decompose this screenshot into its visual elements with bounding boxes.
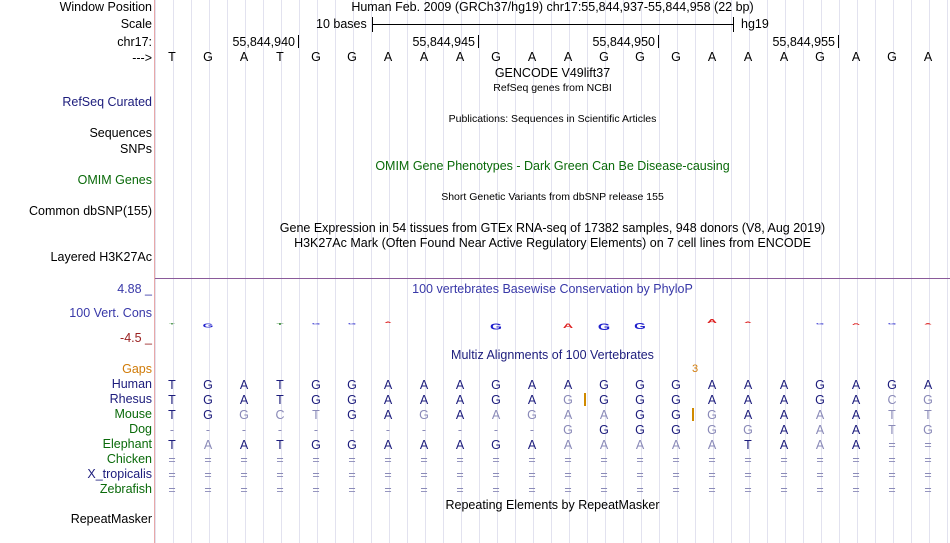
aligned-base: A (383, 408, 393, 422)
aligned-base: = (456, 468, 464, 482)
aligned-base: G (347, 378, 357, 392)
aligned-base: = (492, 453, 500, 467)
aligned-base: = (420, 453, 428, 467)
aligned-base: = (672, 483, 680, 497)
aligned-base: G (707, 408, 717, 422)
reference-base: G (491, 50, 501, 64)
reference-base: G (815, 50, 825, 64)
aligned-base: A (203, 438, 213, 452)
aligned-base: = (600, 483, 608, 497)
aligned-base: A (743, 393, 753, 407)
phylop-base-mark: G (597, 321, 611, 333)
aligned-base: G (635, 393, 645, 407)
aligned-base: = (168, 453, 176, 467)
aligned-base: - (313, 423, 319, 437)
aligned-base: = (600, 468, 608, 482)
aligned-base: = (888, 468, 896, 482)
coordinate-tick-mark (658, 35, 659, 48)
aligned-base: - (277, 423, 283, 437)
phylop-base-mark: A (562, 322, 574, 330)
aligned-base: T (168, 408, 176, 422)
aligned-base: = (816, 468, 824, 482)
aligned-base: G (887, 378, 897, 392)
aligned-base: = (924, 453, 932, 467)
scale-text: 10 bases (316, 17, 367, 31)
aligned-base: - (205, 423, 211, 437)
aligned-base: - (529, 423, 535, 437)
aligned-base: A (419, 378, 429, 392)
aligned-base: A (635, 438, 645, 452)
aligned-base: = (384, 453, 392, 467)
aligned-base: A (851, 423, 861, 437)
aligned-base: A (779, 423, 789, 437)
aligned-base: = (420, 468, 428, 482)
reference-base: A (455, 50, 465, 64)
gap-count: 3 (692, 363, 699, 375)
coordinate-tick-mark (478, 35, 479, 48)
aligned-base: = (204, 453, 212, 467)
aligned-base: A (599, 408, 609, 422)
aligned-base: = (816, 453, 824, 467)
aligned-base: G (203, 393, 213, 407)
aligned-base: A (851, 378, 861, 392)
aligned-base: = (276, 453, 284, 467)
phylop-base-mark: G (347, 322, 357, 326)
aligned-base: A (383, 438, 393, 452)
dbsnp-track-label[interactable]: Common dbSNP(155) (29, 204, 152, 218)
reference-base: G (599, 50, 609, 64)
aligned-base: - (385, 423, 391, 437)
omim-track-title: OMIM Gene Phenotypes - Dark Green Can Be Disease-causing (375, 159, 730, 173)
aligned-base: = (456, 453, 464, 467)
phylop-base-mark: G (202, 322, 214, 329)
aligned-base: = (888, 483, 896, 497)
aligned-base: T (276, 438, 284, 452)
phylop-base-mark: G (887, 322, 897, 326)
aligned-base: G (815, 378, 825, 392)
aligned-base: A (419, 393, 429, 407)
aligned-base: = (924, 483, 932, 497)
aligned-base: G (671, 393, 681, 407)
aligned-base: = (276, 468, 284, 482)
aligned-base: G (635, 408, 645, 422)
aligned-base: = (636, 483, 644, 497)
phylop-base-mark: A (851, 322, 861, 326)
aligned-base: G (311, 378, 321, 392)
aligned-base: A (527, 393, 537, 407)
species-label[interactable]: Human (111, 377, 152, 391)
aligned-base: = (168, 468, 176, 482)
aligned-base: A (779, 393, 789, 407)
aligned-base: = (888, 453, 896, 467)
chrom-label: chr17: (117, 35, 152, 49)
phylop-track-title: 100 vertebrates Basewise Conservation by PhyloP (412, 282, 693, 296)
aligned-base: T (924, 408, 932, 422)
aligned-base: G (923, 393, 933, 407)
aligned-base: = (456, 483, 464, 497)
repeatmasker-track-title: Repeating Elements by RepeatMasker (445, 498, 660, 512)
coordinate-tick-label: 55,844,955 (772, 35, 835, 49)
phylop-track-label[interactable]: 100 Vert. Cons (69, 306, 152, 320)
phylop-base-mark: G (490, 321, 502, 332)
aligned-base: = (348, 468, 356, 482)
aligned-base: A (779, 378, 789, 392)
aligned-base: G (491, 438, 501, 452)
gaps-label[interactable]: Gaps (122, 362, 152, 376)
aligned-base: - (421, 423, 427, 437)
phylop-conservation-plot (155, 296, 950, 344)
scale-bar-left-cap (372, 17, 373, 32)
reference-base: A (707, 50, 717, 64)
aligned-base: - (169, 423, 175, 437)
aligned-base: = (852, 453, 860, 467)
aligned-base: A (671, 438, 681, 452)
aligned-base: = (348, 483, 356, 497)
aligned-base: G (599, 378, 609, 392)
species-label[interactable]: Zebrafish (99, 482, 152, 496)
aligned-base: = (744, 453, 752, 467)
aligned-base: T (888, 408, 896, 422)
aligned-base: A (527, 438, 537, 452)
phylop-base-mark: G (815, 322, 825, 326)
reference-base: A (563, 50, 573, 64)
aligned-base: = (636, 453, 644, 467)
aligned-base: = (744, 468, 752, 482)
aligned-base: T (168, 438, 176, 452)
species-label[interactable]: X_tropicalis (87, 467, 152, 481)
reference-base: T (276, 50, 284, 64)
phylop-base-mark: A (384, 321, 392, 324)
aligned-base: T (168, 393, 176, 407)
aligned-base: A (239, 393, 249, 407)
aligned-base: = (240, 453, 248, 467)
aligned-base: G (239, 408, 249, 422)
aligned-base: = (492, 483, 500, 497)
phylop-base-mark: T (168, 322, 176, 326)
aligned-base: T (276, 393, 284, 407)
aligned-base: = (564, 453, 572, 467)
aligned-base: = (564, 483, 572, 497)
reference-base: G (671, 50, 681, 64)
aligned-base: = (924, 438, 932, 452)
aligned-base: A (707, 438, 717, 452)
reference-base: A (743, 50, 753, 64)
aligned-base: A (239, 378, 249, 392)
insertion-marker (584, 393, 586, 406)
phylop-base-mark: G (634, 321, 646, 331)
reference-base: A (383, 50, 393, 64)
aligned-base: A (815, 408, 825, 422)
aligned-base: = (276, 483, 284, 497)
aligned-base: A (707, 393, 717, 407)
aligned-base: T (744, 438, 752, 452)
coordinate-tick-mark (298, 35, 299, 48)
aligned-base: A (455, 378, 465, 392)
aligned-base: A (383, 393, 393, 407)
aligned-base: G (815, 393, 825, 407)
aligned-base: = (708, 483, 716, 497)
window-position-value: Human Feb. 2009 (GRCh37/hg19) chr17:55,844,937-55,844,958 (22 bp) (351, 0, 754, 14)
aligned-base: G (707, 423, 717, 437)
aligned-base: = (204, 468, 212, 482)
aligned-base: A (239, 438, 249, 452)
aligned-base: A (923, 378, 933, 392)
snps-track-label[interactable]: SNPs (120, 142, 152, 156)
aligned-base: = (708, 453, 716, 467)
aligned-base: = (744, 483, 752, 497)
aligned-base: G (311, 393, 321, 407)
gencode-track-title[interactable]: GENCODE V49lift37 (494, 66, 611, 80)
aligned-base: = (708, 468, 716, 482)
coordinate-tick-label: 55,844,940 (232, 35, 295, 49)
aligned-base: = (636, 468, 644, 482)
aligned-base: G (203, 378, 213, 392)
aligned-base: C (887, 393, 897, 407)
phylop-max-label: 4.88 _ (117, 282, 152, 296)
aligned-base: = (384, 483, 392, 497)
aligned-base: A (743, 378, 753, 392)
aligned-base: A (563, 378, 573, 392)
aligned-base: A (383, 378, 393, 392)
aligned-base: = (528, 453, 536, 467)
aligned-base: A (851, 438, 861, 452)
coordinate-tick-mark (838, 35, 839, 48)
aligned-base: A (707, 378, 717, 392)
refseq-track-subtitle: RefSeq genes from NCBI (493, 82, 612, 94)
aligned-base: G (311, 438, 321, 452)
aligned-base: G (419, 408, 429, 422)
aligned-base: - (241, 423, 247, 437)
aligned-base: A (455, 438, 465, 452)
aligned-base: = (240, 468, 248, 482)
publications-track-title: Publications: Sequences in Scientific Articles (448, 113, 657, 125)
aligned-base: = (852, 468, 860, 482)
aligned-base: T (168, 378, 176, 392)
aligned-base: = (600, 453, 608, 467)
aligned-base: A (743, 408, 753, 422)
reference-base: G (887, 50, 897, 64)
aligned-base: = (312, 483, 320, 497)
gtex-track-title: Gene Expression in 54 tissues from GTEx RNA-seq of 17382 samples, 948 donors (V8, Aug 2019) (279, 221, 826, 235)
aligned-base: A (563, 408, 573, 422)
phylop-base-mark: A (707, 318, 717, 325)
aligned-base: T (276, 378, 284, 392)
refseq-track-label[interactable]: RefSeq Curated (62, 95, 152, 109)
phylop-base-mark: A (924, 322, 932, 326)
aligned-base: = (852, 483, 860, 497)
aligned-base: G (203, 408, 213, 422)
aligned-base: A (779, 438, 789, 452)
aligned-base: = (420, 483, 428, 497)
aligned-base: = (348, 453, 356, 467)
aligned-base: G (635, 423, 645, 437)
reference-base: A (923, 50, 933, 64)
aligned-base: A (779, 408, 789, 422)
aligned-base: = (888, 438, 896, 452)
aligned-base: = (780, 468, 788, 482)
reference-base: A (851, 50, 861, 64)
phylop-min-label: -4.5 _ (120, 331, 152, 345)
strand-label: ---> (132, 51, 152, 65)
aligned-base: A (419, 438, 429, 452)
aligned-base: A (491, 408, 501, 422)
reference-base: G (635, 50, 645, 64)
aligned-base: = (384, 468, 392, 482)
aligned-base: G (743, 423, 753, 437)
repeatmasker-track-label[interactable]: RepeatMasker (70, 512, 152, 526)
aligned-base: = (312, 453, 320, 467)
reference-base: A (419, 50, 429, 64)
aligned-base: = (204, 483, 212, 497)
aligned-base: - (349, 423, 355, 437)
reference-base: G (203, 50, 213, 64)
aligned-base: G (671, 378, 681, 392)
reference-base: A (239, 50, 249, 64)
aligned-base: G (599, 393, 609, 407)
reference-base: G (347, 50, 357, 64)
aligned-base: = (672, 453, 680, 467)
aligned-base: G (563, 423, 573, 437)
window-position-label: Window Position (59, 0, 152, 14)
aligned-base: = (312, 468, 320, 482)
aligned-base: A (815, 423, 825, 437)
aligned-base: = (672, 468, 680, 482)
phylop-base-mark: T (276, 322, 284, 326)
insertion-marker (692, 408, 694, 421)
aligned-base: = (780, 483, 788, 497)
aligned-base: C (275, 408, 285, 422)
scale-bar (373, 24, 733, 25)
aligned-base: - (493, 423, 499, 437)
aligned-base: G (563, 393, 573, 407)
aligned-base: G (671, 423, 681, 437)
scale-assembly: hg19 (741, 17, 769, 31)
aligned-base: T (888, 423, 896, 437)
aligned-base: - (457, 423, 463, 437)
aligned-base: G (491, 393, 501, 407)
aligned-base: A (527, 378, 537, 392)
aligned-base: A (851, 393, 861, 407)
aligned-base: G (671, 408, 681, 422)
h3k27ac-track-title: H3K27Ac Mark (Often Found Near Active Regulatory Elements) on 7 cell lines from ENCODE (294, 236, 811, 250)
species-label[interactable]: Chicken (106, 452, 152, 466)
reference-base: A (779, 50, 789, 64)
species-label[interactable]: Rhesus (109, 392, 152, 406)
coordinate-tick-label: 55,844,945 (412, 35, 475, 49)
reference-base: G (311, 50, 321, 64)
species-label[interactable]: Dog (129, 422, 152, 436)
aligned-base: = (564, 468, 572, 482)
aligned-base: A (563, 438, 573, 452)
aligned-base: G (599, 423, 609, 437)
dbsnp-track-title: Short Genetic Variants from dbSNP release 155 (441, 191, 664, 203)
aligned-base: G (491, 378, 501, 392)
scale-bar-right-cap (733, 17, 734, 32)
scale-label: Scale (120, 17, 152, 31)
aligned-base: = (780, 453, 788, 467)
reference-base: A (527, 50, 537, 64)
aligned-base: = (924, 468, 932, 482)
aligned-base: A (455, 393, 465, 407)
aligned-base: = (240, 483, 248, 497)
aligned-base: G (347, 408, 357, 422)
aligned-base: A (851, 408, 861, 422)
multiz-track-title: Multiz Alignments of 100 Vertebrates (451, 348, 654, 362)
aligned-base: A (455, 408, 465, 422)
aligned-base: = (816, 483, 824, 497)
aligned-base: T (312, 408, 320, 422)
species-label[interactable]: Elephant (102, 437, 152, 451)
reference-base: T (168, 50, 176, 64)
aligned-base: A (599, 438, 609, 452)
aligned-base: G (635, 378, 645, 392)
h3k27ac-track-label[interactable]: Layered H3K27Ac (50, 250, 152, 264)
aligned-base: = (168, 483, 176, 497)
track-divider (155, 278, 950, 279)
coordinate-tick-label: 55,844,950 (592, 35, 655, 49)
aligned-base: = (528, 483, 536, 497)
aligned-base: G (347, 438, 357, 452)
aligned-base: A (815, 438, 825, 452)
aligned-base: G (527, 408, 537, 422)
sequences-track-label[interactable]: Sequences (89, 126, 152, 140)
aligned-base: G (923, 423, 933, 437)
species-label[interactable]: Mouse (114, 407, 152, 421)
aligned-base: = (528, 468, 536, 482)
phylop-base-mark: G (311, 322, 321, 326)
phylop-base-mark: A (744, 321, 752, 324)
omim-track-label[interactable]: OMIM Genes (77, 173, 152, 187)
aligned-base: = (492, 468, 500, 482)
aligned-base: G (347, 393, 357, 407)
